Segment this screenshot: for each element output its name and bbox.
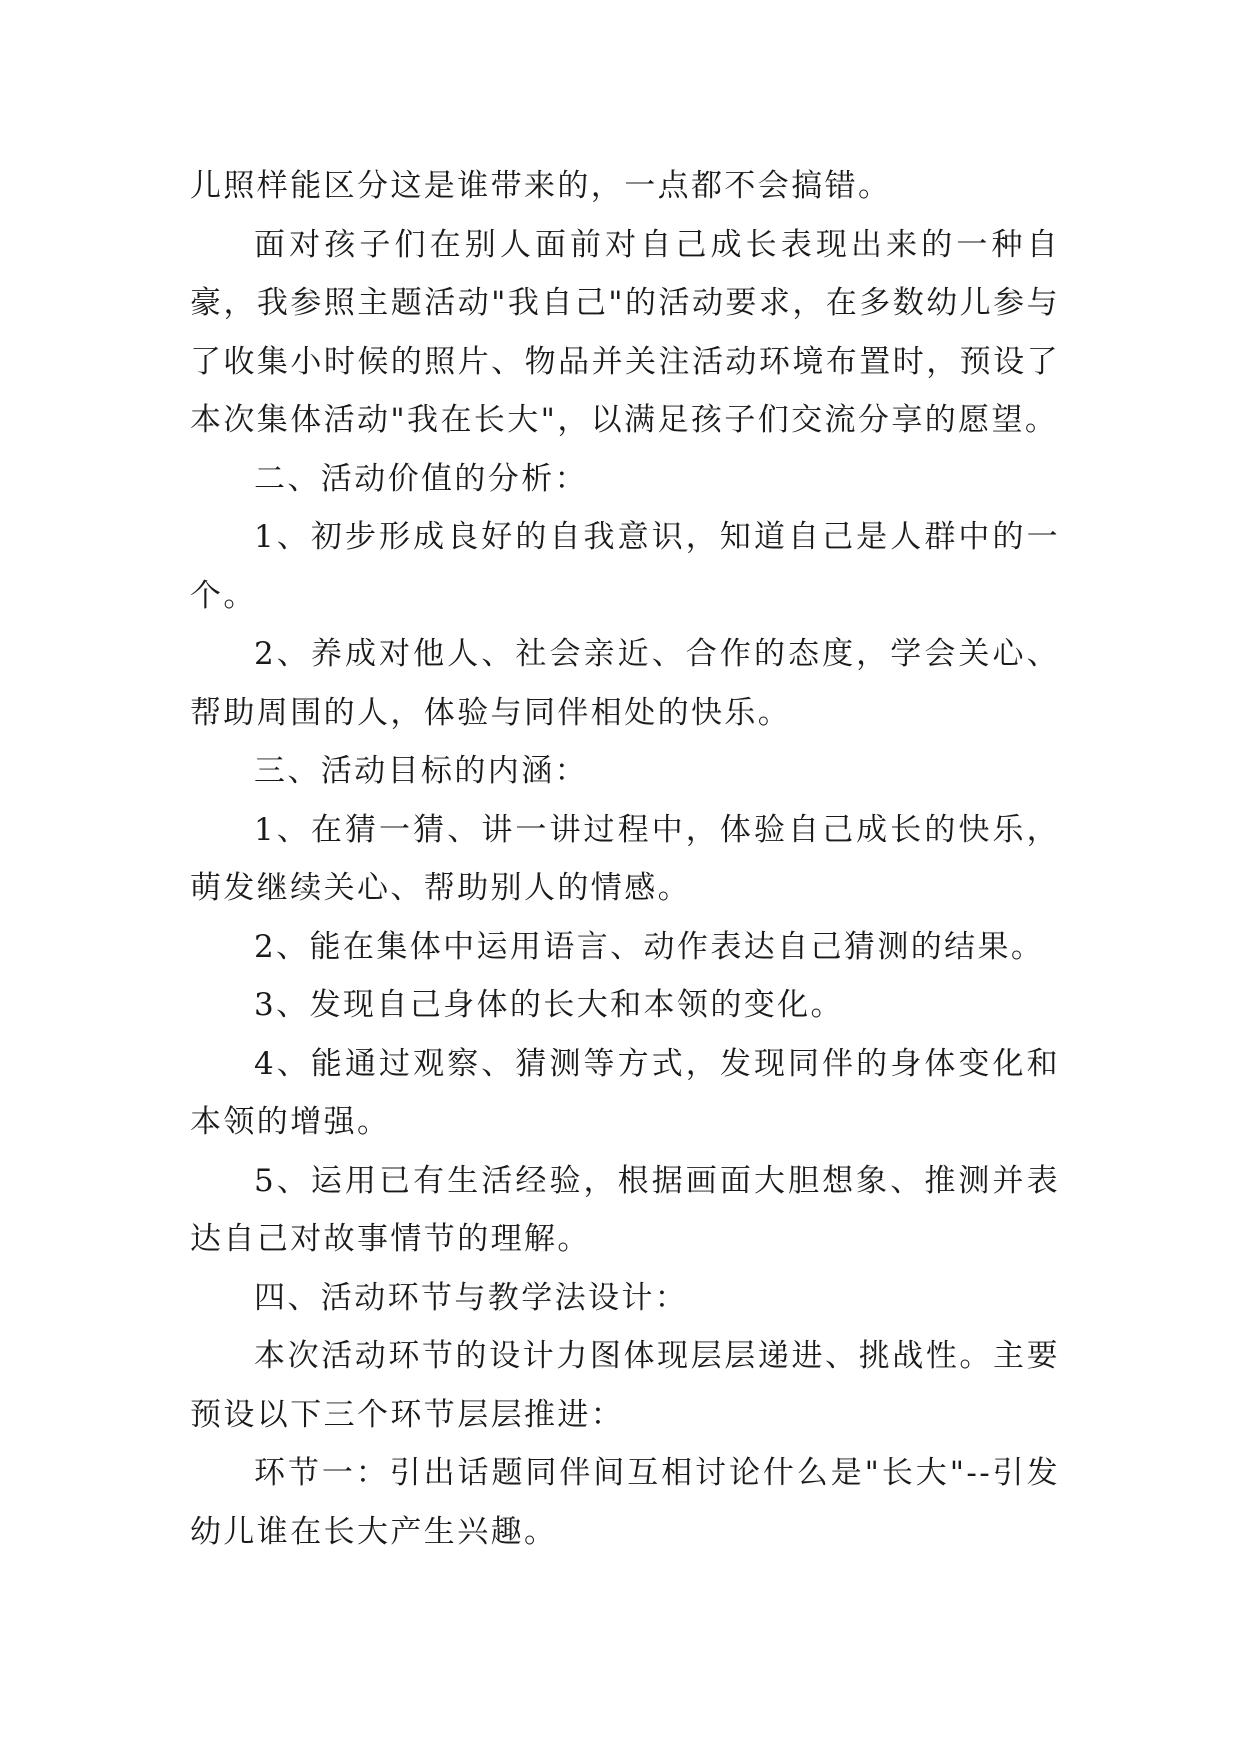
section-heading-design: 四、活动环节与教学法设计：: [254, 1279, 689, 1316]
paragraph-design-overview: 本次活动环节的设计力图体现层层递进、挑战性。主要预设以下三个环节层层推进：: [190, 1338, 1060, 1433]
section-heading-value-analysis: 二、活动价值的分析：: [254, 460, 588, 497]
section-heading-goals: 三、活动目标的内涵：: [254, 753, 588, 789]
value-item-1: 1、初步形成良好的自我意识，知道自己是人群中的一个。: [190, 519, 1060, 614]
goal-item-1: 1、在猜一猜、讲一讲过程中，体验自己成长的快乐，萌发继续关心、帮助别人的情感。: [190, 811, 1060, 906]
paragraph-step-one: 环节一：引出话题同伴间互相讨论什么是"长大"--引发幼儿谁在长大产生兴趣。: [190, 1455, 1060, 1550]
goal-item-5: 5、运用已有生活经验，根据画面大胆想象、推测并表达自己对故事情节的理解。: [190, 1162, 1060, 1257]
value-item-2: 2、养成对他人、社会亲近、合作的态度，学会关心、帮助周围的人，体验与同伴相处的快乐。: [190, 636, 1060, 731]
goal-item-3: 3、发现自己身体的长大和本领的变化。: [254, 987, 844, 1023]
goal-item-4: 4、能通过观察、猜测等方式，发现同伴的身体变化和本领的增强。: [190, 1045, 1060, 1140]
document-body: [190, 157, 1060, 1561]
paragraph-continuation: 儿照样能区分这是谁带来的，一点都不会搞错。: [190, 168, 892, 204]
paragraph-intro: 面对孩子们在别人面前对自己成长表现出来的一种自豪，我参照主题活动"我自己"的活动要求，在多数幼儿参与了收集小时候的照片、物品并关注活动环境布置时，预设了本次集体活动"我在长大"，以满足孩子们交流分享的愿望。: [190, 226, 1060, 438]
goal-item-2: 2、能在集体中运用语言、动作表达自己猜测的结果。: [254, 928, 1045, 965]
